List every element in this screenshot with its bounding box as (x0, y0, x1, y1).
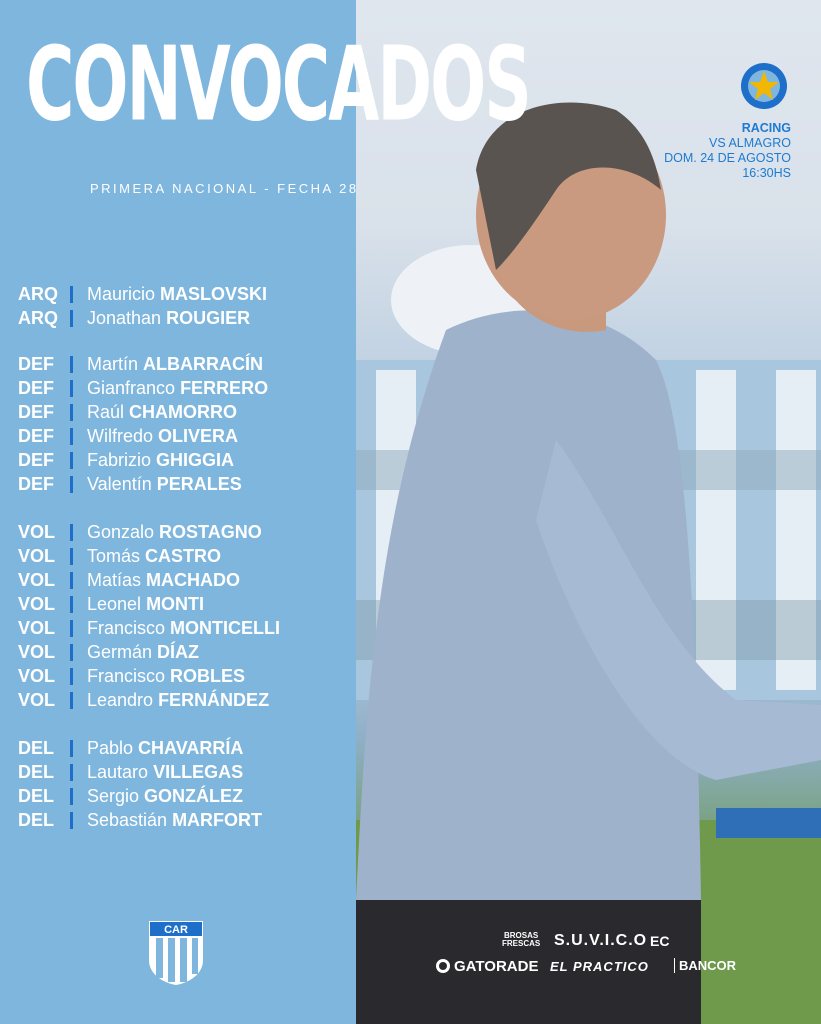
player-row (18, 737, 243, 759)
player-first-name: Jonathan (87, 307, 162, 328)
player-row (18, 545, 221, 567)
player-row (18, 401, 237, 423)
player-row (18, 353, 263, 375)
separator-bar (70, 596, 73, 613)
player-last-name: FERRERO (180, 377, 269, 398)
player-first-name: Pablo (87, 737, 134, 758)
player-first-name: Gonzalo (87, 521, 155, 542)
player-position: DEF (18, 473, 54, 494)
page-subtitle: PRIMERA NACIONAL - FECHA 28 (90, 181, 359, 196)
player-row (18, 809, 262, 831)
player-position: DEF (18, 353, 54, 374)
player-last-name: GONZÁLEZ (144, 785, 244, 806)
player-row (18, 449, 234, 471)
player-position: VOL (18, 665, 56, 686)
player-position: DEL (18, 809, 54, 830)
player-last-name: VILLEGAS (153, 761, 244, 782)
match-time: 16:30HS (742, 166, 791, 180)
player-position: ARQ (18, 307, 58, 328)
separator-bar (70, 286, 73, 303)
player-first-name: Martín (87, 353, 139, 374)
sponsor-suvico: S.U.V.I.C.O (554, 932, 648, 949)
separator-bar (70, 668, 73, 685)
player-position: DEF (18, 401, 54, 422)
player-row (18, 761, 243, 783)
player-position: VOL (18, 641, 56, 662)
club-badge-text: CAR (164, 924, 188, 936)
player-first-name: Gianfranco (87, 377, 176, 398)
separator-bar (70, 764, 73, 781)
player-first-name: Germán (87, 641, 153, 662)
player-last-name: ROSTAGNO (159, 521, 262, 542)
match-date: DOM. 24 DE AGOSTO (664, 151, 791, 165)
player-row (18, 617, 280, 639)
player-first-name: Raúl (87, 401, 125, 422)
club-shield-icon (148, 920, 204, 986)
player-first-name: Matías (87, 569, 142, 590)
player-last-name: ROUGIER (166, 307, 251, 328)
page-title: CONVOCADOS (26, 24, 530, 145)
player-last-name: MONTICELLI (170, 617, 281, 638)
separator-bar (70, 452, 73, 469)
separator-bar (70, 572, 73, 589)
sponsors-strip (436, 928, 756, 982)
player-first-name: Valentín (87, 473, 152, 494)
player-row (18, 521, 262, 543)
player-first-name: Francisco (87, 617, 166, 638)
player-position: DEF (18, 377, 54, 398)
player-first-name: Lautaro (87, 761, 149, 782)
player-position: VOL (18, 593, 56, 614)
separator-bar (70, 692, 73, 709)
player-position: VOL (18, 689, 56, 710)
left-panel (0, 0, 356, 1024)
player-position: DEL (18, 737, 54, 758)
sponsor-bancor: BANCOR (674, 958, 736, 973)
sponsor-gatorade-label: GATORADE (454, 958, 539, 975)
player-row (18, 283, 267, 305)
player-position: ARQ (18, 283, 58, 304)
player-last-name: MACHADO (146, 569, 241, 590)
player-row (18, 425, 238, 447)
player-last-name: CHAMORRO (129, 401, 238, 422)
match-info (664, 121, 791, 181)
player-first-name: Fabrizio (87, 449, 152, 470)
player-last-name: CHAVARRÍA (138, 737, 244, 758)
sponsor-elpractico: EL PRACTICO (550, 959, 649, 974)
separator-bar (70, 812, 73, 829)
player-last-name: PERALES (156, 473, 242, 494)
player-position: VOL (18, 617, 56, 638)
player-row (18, 307, 250, 329)
player-last-name: CASTRO (145, 545, 222, 566)
separator-bar (70, 404, 73, 421)
player-position: VOL (18, 521, 56, 542)
player-row (18, 785, 243, 807)
player-last-name: MARFORT (172, 809, 263, 830)
player-last-name: FERNÁNDEZ (158, 689, 270, 710)
league-star-badge-icon (740, 62, 788, 110)
player-first-name: Sergio (87, 785, 140, 806)
sponsor-brosas-line1: BROSAS (504, 931, 539, 940)
sponsor-gatorade (436, 958, 538, 975)
player-row (18, 593, 204, 615)
separator-bar (70, 356, 73, 373)
separator-bar (70, 476, 73, 493)
separator-bar (70, 788, 73, 805)
separator-bar (70, 428, 73, 445)
player-last-name: MONTI (146, 593, 205, 614)
separator-bar (70, 380, 73, 397)
player-first-name: Wilfredo (87, 425, 154, 446)
player-position: VOL (18, 569, 56, 590)
sponsor-eco: EC (650, 933, 670, 949)
player-position: VOL (18, 545, 56, 566)
gatorade-bolt-icon (436, 959, 450, 973)
player-last-name: GHIGGIA (156, 449, 235, 470)
player-row (18, 569, 240, 591)
player-last-name: ALBARRACÍN (143, 353, 264, 374)
player-row (18, 689, 269, 711)
player-last-name: MASLOVSKI (160, 283, 268, 304)
separator-bar (70, 310, 73, 327)
player-position: DEL (18, 785, 54, 806)
player-row (18, 377, 268, 399)
player-first-name: Mauricio (87, 283, 156, 304)
player-row (18, 641, 199, 663)
player-position: DEL (18, 761, 54, 782)
separator-bar (70, 740, 73, 757)
match-opponent: VS ALMAGRO (709, 136, 791, 150)
player-first-name: Leandro (87, 689, 154, 710)
player-row (18, 473, 242, 495)
sponsor-brosas (502, 932, 540, 948)
player-position: DEF (18, 449, 54, 470)
match-team: RACING (741, 121, 791, 135)
player-last-name: DÍAZ (157, 641, 200, 662)
player-position: DEF (18, 425, 54, 446)
separator-bar (70, 620, 73, 637)
player-last-name: ROBLES (170, 665, 246, 686)
separator-bar (70, 524, 73, 541)
player-last-name: OLIVERA (158, 425, 239, 446)
separator-bar (70, 644, 73, 661)
player-first-name: Tomás (87, 545, 141, 566)
player-first-name: Francisco (87, 665, 166, 686)
sponsor-brosas-line2: FRESCAS (502, 939, 541, 948)
player-row (18, 665, 245, 687)
separator-bar (70, 548, 73, 565)
player-first-name: Leonel (87, 593, 142, 614)
player-first-name: Sebastián (87, 809, 168, 830)
